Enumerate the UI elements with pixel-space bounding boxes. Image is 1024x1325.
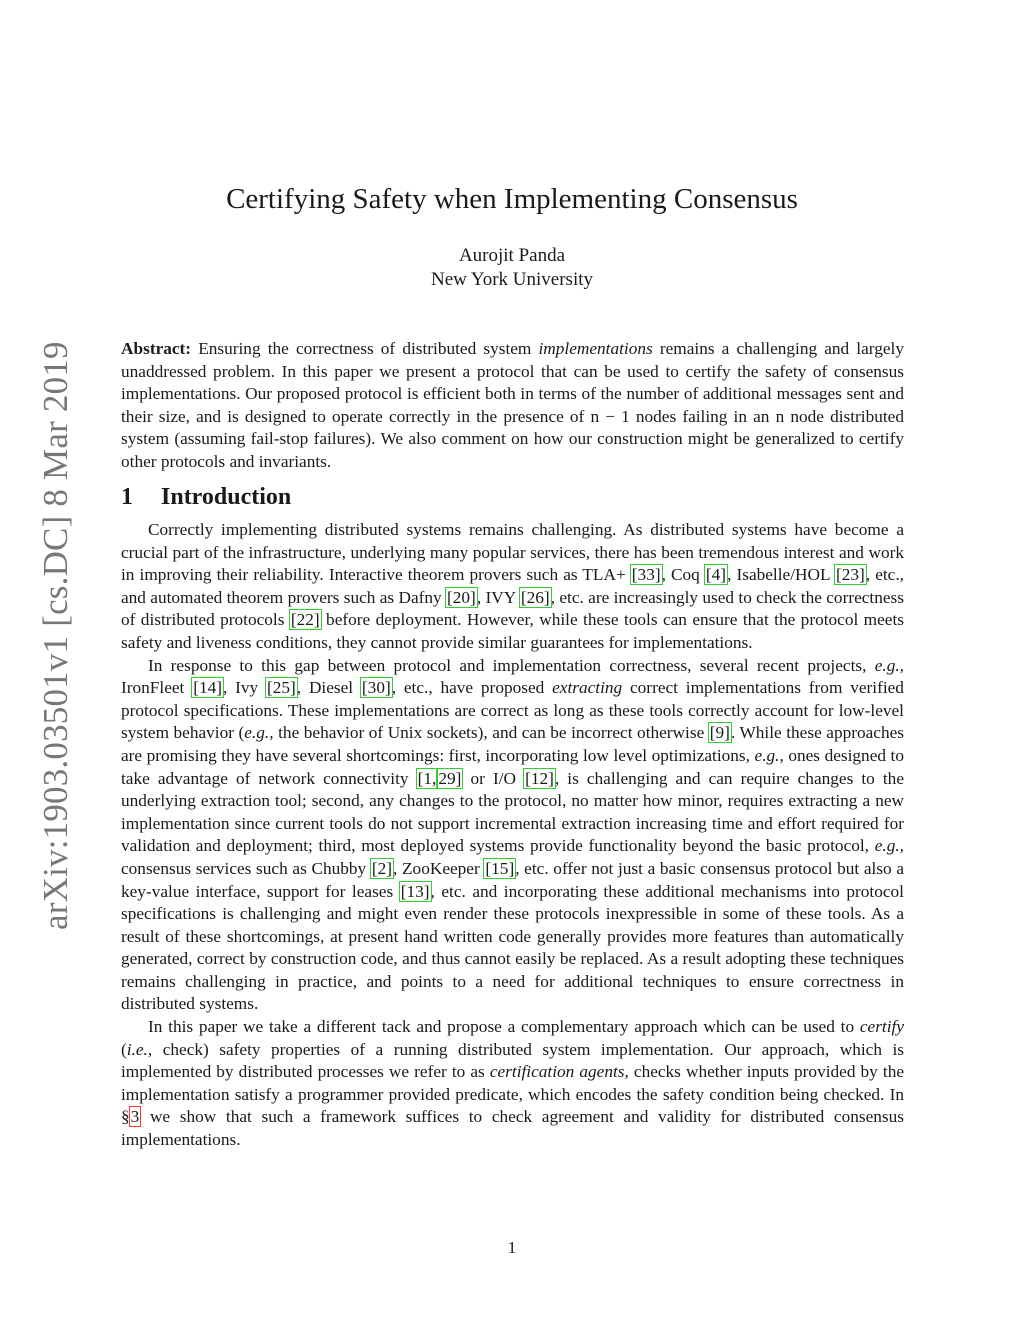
citation-link[interactable]: [4] [705,565,727,585]
text: , ZooKeeper [393,858,480,878]
text: , checks whether inputs provided by the implementation satisfy a programmer provided predicate, which encodes the safety condition being checked. In § [121,1062,905,1127]
text: we show that such a framework suffices to check agreement and validity for distributed consensus implementations. [121,1107,904,1150]
emphasis: e.g., [874,836,904,856]
citation-link[interactable]: [23] [835,565,865,585]
text: In this paper we take a different tack and propose a complementary approach which can be used to [148,1017,855,1037]
page-number: 1 [507,1238,517,1257]
text: IronFleet [121,678,185,698]
text: , etc. and incorporating these additional mechanisms into protocol specifications is challenging and might even render these protocols inexpressible in some of these tools. As a result of these shortcomings, at present hand written code generally provides more features than automatically generated, correct by construction code, and thus cannot easily be replaced. As a result adopting these techniques remains challenging in practice, and points to a need for additional techniques to ensure correctness in distributed systems. [121,881,904,1014]
citation-link[interactable]: [2] [371,858,393,878]
text: , Diesel [296,678,354,698]
author-name: Aurojit Panda [458,245,566,266]
citation-link[interactable]: [25] [267,678,296,698]
citation-link[interactable]: [20] [447,587,476,607]
citation-link[interactable]: [9] [709,723,730,743]
paragraph [121,655,904,1017]
text: correct implementations from verified protocol specifications. These implementations are correct as long as these tools correctly account for low-level system behavior ( [121,678,904,743]
abstract-label: Abstract: [121,339,192,358]
text: , etc., and automated theorem provers such as Dafny [121,565,904,607]
emphasis: e.g., [244,723,274,743]
emphasis: extracting [552,678,623,698]
text: . While these approaches are promising they have several shortcomings: first, incorporating low level optimizations, [121,723,905,765]
text: ones designed to take advantage of network connectivity [121,745,904,788]
text: , etc. offer not just a basic consensus protocol but also a key-value interface, support for leases [121,858,905,901]
text: check) safety properties of a running distributed system implementation. Our approach, which is implemented by distributed processes we refer to as [121,1039,904,1082]
citation-link[interactable]: [14] [193,678,222,698]
paper-title: Certifying Safety when Implementing Consensus [226,183,798,215]
author-affiliation: New York University [430,269,594,290]
text: , Isabelle/HOL [727,565,830,585]
text: Correctly implementing distributed systems remains challenging. As distributed systems have become a crucial part of the infrastructure, underlying many popular services, there has been tremendous interest and work in improving their reliability. Interactive theorem provers such as TLA+ [121,520,904,585]
emphasis: i.e., [126,1039,153,1059]
citation-link[interactable]: [30] [361,678,391,698]
paragraph [121,1016,904,1152]
paragraph [121,519,904,655]
text: or I/O [470,768,516,788]
text: , IVY [476,587,516,607]
text: , etc. are increasingly used to check the correctness of distributed protocols [121,587,904,630]
citation-link[interactable]: 29] [438,768,462,788]
citation-link[interactable]: [22] [290,610,320,630]
citation-link[interactable]: [15] [485,858,515,878]
abstract-text: remains a challenging and largely unaddressed problem. In this paper we present a protocol that can be used to certify the safety of consensus implementations. Our proposed protocol is efficient both in terms of the number of additional messages sent and their size, and is designed to operate correctly in the presence of n − 1 nodes failing in an n node distributed system (assuming fail-stop failures). We also comment on how our construction might be generalized to certify other protocols and invariants. [121,339,904,471]
emphasis: certification agents [489,1062,625,1082]
arxiv-identifier: arXiv:1903.03501v1 [cs.DC] 8 Mar 2019 [36,341,75,930]
text: , Ivy [222,678,259,698]
section-title: Introduction [161,484,292,510]
citation-link[interactable]: [26] [520,587,550,607]
section-reference-link[interactable]: 3 [130,1107,140,1127]
emphasis: certify [859,1017,904,1037]
abstract-text: Ensuring the correctness of distributed system [198,339,532,358]
text: , is challenging and can require changes to the underlying extraction tool; second, any changes to the protocol, no matter how minor, requires extracting a new implementation since current tools do not support incremental extraction increasing time and effort required for validation and deployment; third, most deployed systems provide functionality beyond the basic protocol, [121,768,904,856]
citation-link[interactable]: [1, [417,768,437,788]
text: , Coq [661,565,700,585]
section-heading-introduction [121,484,291,511]
text: the behavior of Unix sockets), and can be incorrect otherwise [278,723,705,743]
introduction-body [121,519,904,1152]
citation-link[interactable]: [13] [400,881,430,901]
abstract-emphasis: implementations [538,339,653,358]
citation-link[interactable]: [33] [631,565,661,585]
text: before deployment. However, while these tools can ensure that the protocol meets safety and liveness conditions, they cannot provide similar guarantees for implementations. [121,610,904,652]
text: ( [121,1039,127,1059]
emphasis: e.g., [874,655,905,675]
section-number: 1 [121,484,133,510]
text: , etc., have proposed [391,678,545,698]
emphasis: e.g., [754,745,784,765]
abstract [121,338,904,474]
text: consensus services such as Chubby [121,858,367,878]
citation-link[interactable]: [12] [525,768,554,788]
text: In response to this gap between protocol and implementation correctness, several recent projects, [148,655,867,675]
